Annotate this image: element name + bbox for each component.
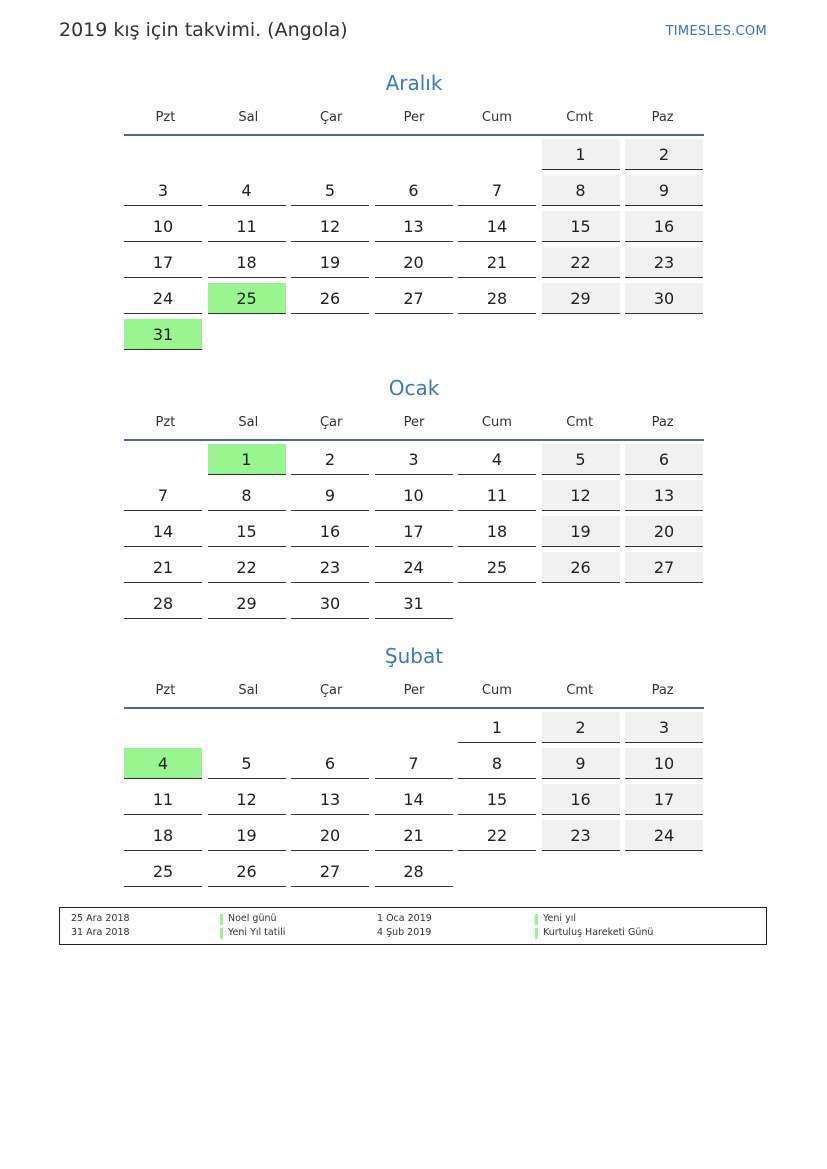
day-cell: 13 xyxy=(375,211,453,242)
day-cell: 1 xyxy=(458,712,536,743)
day-cell: 8 xyxy=(542,175,620,206)
day-cell: 2 xyxy=(625,139,703,170)
day-cell: 3 xyxy=(375,444,453,475)
day-cell: 10 xyxy=(625,748,703,779)
day-cell: 24 xyxy=(375,552,453,583)
day-cell: 12 xyxy=(291,211,369,242)
day-cell: 6 xyxy=(625,444,703,475)
day-cell: 21 xyxy=(458,247,536,278)
weekday-label: Per xyxy=(403,415,425,430)
day-cell: 22 xyxy=(542,247,620,278)
legend-date: 4 Şub 2019 xyxy=(377,927,432,938)
day-cell: 21 xyxy=(375,820,453,851)
weekday-label: Per xyxy=(403,110,425,125)
weekday-label: Cmt xyxy=(566,415,594,430)
day-cell: 15 xyxy=(208,516,286,547)
day-cell: 23 xyxy=(542,820,620,851)
month-december xyxy=(124,68,704,355)
day-cell: 9 xyxy=(542,748,620,779)
day-cell: 12 xyxy=(208,784,286,815)
day-grid xyxy=(124,139,704,355)
day-cell: 16 xyxy=(625,211,703,242)
weekday-label: Paz xyxy=(651,415,674,430)
weekday-label: Pzt xyxy=(155,683,176,698)
day-cell: 13 xyxy=(291,784,369,815)
day-cell: 14 xyxy=(375,784,453,815)
day-cell: 3 xyxy=(124,175,202,206)
weekday-label: Cum xyxy=(481,683,512,698)
weekday-header xyxy=(124,407,704,441)
day-cell: 18 xyxy=(124,820,202,851)
day-cell: 29 xyxy=(208,588,286,619)
day-cell: 4 xyxy=(458,444,536,475)
day-cell: 5 xyxy=(208,748,286,779)
day-cell: 12 xyxy=(542,480,620,511)
day-cell: 4 xyxy=(208,175,286,206)
weekday-label: Paz xyxy=(651,683,674,698)
day-cell: 2 xyxy=(542,712,620,743)
weekday-header xyxy=(124,102,704,136)
holiday-marker xyxy=(220,928,223,939)
day-cell: 7 xyxy=(124,480,202,511)
day-cell: 25 xyxy=(458,552,536,583)
day-cell: 11 xyxy=(458,480,536,511)
day-cell: 30 xyxy=(625,283,703,314)
month-title: Aralık xyxy=(385,71,443,95)
day-cell: 19 xyxy=(542,516,620,547)
day-cell: 25 xyxy=(208,283,286,314)
weekday-label: Çar xyxy=(319,683,343,698)
day-cell: 6 xyxy=(291,748,369,779)
legend-holiday-name: Yeni Yıl tatili xyxy=(228,927,286,938)
legend-date: 31 Ara 2018 xyxy=(71,927,130,938)
legend-holiday-name: Noel günü xyxy=(228,913,277,924)
weekday-label: Çar xyxy=(319,415,343,430)
page-title: 2019 kış için takvimi. (Angola) xyxy=(59,19,348,41)
month-title: Şubat xyxy=(384,644,444,668)
day-cell: 15 xyxy=(458,784,536,815)
day-cell: 22 xyxy=(208,552,286,583)
holiday-marker xyxy=(535,914,538,925)
weekday-label: Pzt xyxy=(155,415,176,430)
day-cell: 1 xyxy=(208,444,286,475)
weekday-label: Sal xyxy=(238,683,259,698)
day-grid xyxy=(124,712,704,892)
day-cell: 17 xyxy=(375,516,453,547)
day-cell: 30 xyxy=(291,588,369,619)
weekday-label: Sal xyxy=(238,110,259,125)
day-cell: 20 xyxy=(375,247,453,278)
weekday-label: Çar xyxy=(319,110,343,125)
weekday-label: Pzt xyxy=(155,110,176,125)
day-cell: 20 xyxy=(625,516,703,547)
day-cell: 9 xyxy=(625,175,703,206)
weekday-label: Cum xyxy=(481,110,512,125)
day-cell: 10 xyxy=(375,480,453,511)
day-grid xyxy=(124,444,704,624)
day-cell: 19 xyxy=(291,247,369,278)
day-cell: 2 xyxy=(291,444,369,475)
day-cell: 24 xyxy=(124,283,202,314)
day-cell: 28 xyxy=(375,856,453,887)
legend-date: 1 Oca 2019 xyxy=(377,913,432,924)
day-cell: 13 xyxy=(625,480,703,511)
day-cell: 27 xyxy=(291,856,369,887)
weekday-label: Sal xyxy=(238,415,259,430)
day-cell: 17 xyxy=(625,784,703,815)
weekday-label: Cmt xyxy=(566,110,594,125)
month-title: Ocak xyxy=(388,376,440,400)
holiday-marker xyxy=(535,928,538,939)
day-cell: 18 xyxy=(458,516,536,547)
weekday-label: Per xyxy=(403,683,425,698)
day-cell: 14 xyxy=(124,516,202,547)
day-cell: 26 xyxy=(542,552,620,583)
day-cell: 14 xyxy=(458,211,536,242)
day-cell: 8 xyxy=(208,480,286,511)
day-cell: 10 xyxy=(124,211,202,242)
day-cell: 26 xyxy=(291,283,369,314)
holiday-legend xyxy=(59,907,767,945)
day-cell: 16 xyxy=(291,516,369,547)
day-cell: 4 xyxy=(124,748,202,779)
legend-holiday-name: Yeni yıl xyxy=(543,913,576,924)
day-cell: 24 xyxy=(625,820,703,851)
day-cell: 7 xyxy=(458,175,536,206)
day-cell: 23 xyxy=(291,552,369,583)
day-cell: 28 xyxy=(458,283,536,314)
day-cell: 23 xyxy=(625,247,703,278)
day-cell: 11 xyxy=(208,211,286,242)
day-cell: 19 xyxy=(208,820,286,851)
month-january xyxy=(124,373,704,624)
day-cell: 15 xyxy=(542,211,620,242)
day-cell: 28 xyxy=(124,588,202,619)
month-february xyxy=(124,641,704,892)
day-cell: 31 xyxy=(375,588,453,619)
day-cell: 7 xyxy=(375,748,453,779)
legend-date: 25 Ara 2018 xyxy=(71,913,130,924)
day-cell: 11 xyxy=(124,784,202,815)
day-cell: 16 xyxy=(542,784,620,815)
weekday-header xyxy=(124,675,704,709)
weekday-label: Cum xyxy=(481,415,512,430)
legend-holiday-name: Kurtuluş Hareketi Günü xyxy=(543,927,654,938)
day-cell: 18 xyxy=(208,247,286,278)
day-cell: 31 xyxy=(124,319,202,350)
weekday-label: Cmt xyxy=(566,683,594,698)
day-cell: 8 xyxy=(458,748,536,779)
day-cell: 9 xyxy=(291,480,369,511)
day-cell: 20 xyxy=(291,820,369,851)
day-cell: 27 xyxy=(375,283,453,314)
day-cell: 3 xyxy=(625,712,703,743)
day-cell: 6 xyxy=(375,175,453,206)
day-cell: 21 xyxy=(124,552,202,583)
day-cell: 5 xyxy=(291,175,369,206)
day-cell: 26 xyxy=(208,856,286,887)
day-cell: 5 xyxy=(542,444,620,475)
day-cell: 17 xyxy=(124,247,202,278)
day-cell: 25 xyxy=(124,856,202,887)
holiday-marker xyxy=(220,914,223,925)
day-cell: 27 xyxy=(625,552,703,583)
weekday-label: Paz xyxy=(651,110,674,125)
site-link[interactable]: TIMESLES.COM xyxy=(665,24,767,39)
day-cell: 1 xyxy=(542,139,620,170)
day-cell: 22 xyxy=(458,820,536,851)
day-cell: 29 xyxy=(542,283,620,314)
